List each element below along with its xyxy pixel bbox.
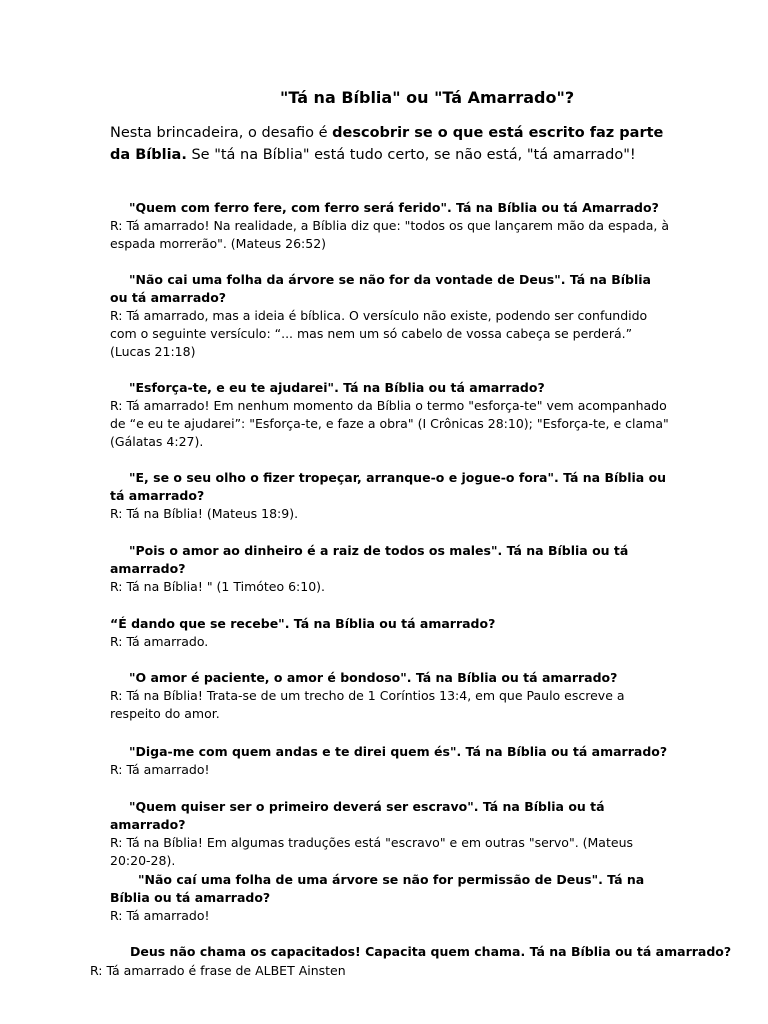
question: "Diga-me com quem andas e te direi quem és". Tá na Bíblia ou tá amarrado? bbox=[129, 744, 668, 759]
answer: R: Tá na Bíblia! Trata-se de um trecho de 1 Coríntios 13:4, em que Paulo escreve a respeito do amor. bbox=[110, 688, 625, 721]
question: Deus não chama os capacitados! Capacita quem chama. Tá na Bíblia ou tá amarrado? bbox=[130, 944, 732, 959]
answer: R: Tá amarrado! Na realidade, a Bíblia diz que: "todos os que lançarem mão da espada, à espada morrerão". (Mateus 26:52) bbox=[110, 218, 669, 251]
intro-paragraph bbox=[110, 122, 670, 166]
qa-item bbox=[110, 615, 670, 651]
qa-item bbox=[110, 798, 670, 870]
qa-item bbox=[110, 199, 670, 253]
qa-item bbox=[110, 743, 670, 779]
question: “É dando que se recebe". Tá na Bíblia ou tá amarrado? bbox=[110, 616, 496, 631]
answer: R: Tá amarrado. bbox=[110, 634, 209, 649]
question: "Quem quiser ser o primeiro deverá ser escravo". Tá na Bíblia ou tá amarrado? bbox=[110, 799, 605, 832]
page-title: "Tá na Bíblia" ou "Tá Amarrado"? bbox=[280, 88, 575, 107]
qa-item bbox=[110, 271, 670, 361]
answer: R: Tá amarrado! bbox=[110, 762, 210, 777]
answer: R: Tá na Bíblia! (Mateus 18:9). bbox=[110, 506, 299, 521]
qa-item bbox=[110, 542, 670, 596]
qa-item bbox=[110, 469, 670, 523]
intro-text-end: Se "tá na Bíblia" está tudo certo, se não está, "tá amarrado"! bbox=[186, 147, 636, 163]
question: "Quem com ferro fere, com ferro será ferido". Tá na Bíblia ou tá Amarrado? bbox=[129, 200, 659, 215]
intro-text: Nesta brincadeira, o desafio é bbox=[110, 125, 333, 141]
answer: R: Tá na Bíblia! Em algumas traduções está "escravo" e em outras "servo". (Mateus 20:20-28). bbox=[110, 835, 633, 868]
answer: R: Tá amarrado! Em nenhum momento da Bíblia o termo "esforça-te" vem acompanhado de “e eu te ajudarei”: "Esforça-te, e faze a obra" (I Crônicas 28:10); "Esforça-te, e clama" (Gálatas 4:27). bbox=[110, 398, 669, 449]
question: "Esforça-te, e eu te ajudarei". Tá na Bíblia ou tá amarrado? bbox=[129, 380, 545, 395]
answer: R: Tá amarrado é frase de ALBET Ainsten bbox=[90, 963, 346, 978]
qa-item bbox=[110, 871, 670, 925]
question: "E, se o seu olho o fizer tropeçar, arranque-o e jogue-o fora". Tá na Bíblia ou tá amarrado? bbox=[110, 470, 667, 503]
answer: R: Tá amarrado! bbox=[110, 908, 210, 923]
question: "Pois o amor ao dinheiro é a raiz de todos os males". Tá na Bíblia ou tá amarrado? bbox=[110, 543, 629, 576]
question: "Não caí uma folha de uma árvore se não for permissão de Deus". Tá na Bíblia ou tá amarrado? bbox=[110, 872, 645, 905]
question: "O amor é paciente, o amor é bondoso". Tá na Bíblia ou tá amarrado? bbox=[129, 670, 618, 685]
answer: R: Tá amarrado, mas a ideia é bíblica. O versículo não existe, podendo ser confundido com o seguinte versículo: “... mas nem um só cabelo de vossa cabeça se perderá.” (Lucas 21:18) bbox=[110, 308, 648, 359]
qa-item bbox=[110, 379, 670, 451]
qa-item bbox=[110, 669, 670, 723]
answer: R: Tá na Bíblia! " (1 Timóteo 6:10). bbox=[110, 579, 326, 594]
intro-bold-text: descobrir se o que está escrito faz parte da Bíblia. bbox=[110, 125, 664, 163]
question: "Não cai uma folha da árvore se não for da vontade de Deus". Tá na Bíblia ou tá amarrado? bbox=[110, 272, 651, 305]
